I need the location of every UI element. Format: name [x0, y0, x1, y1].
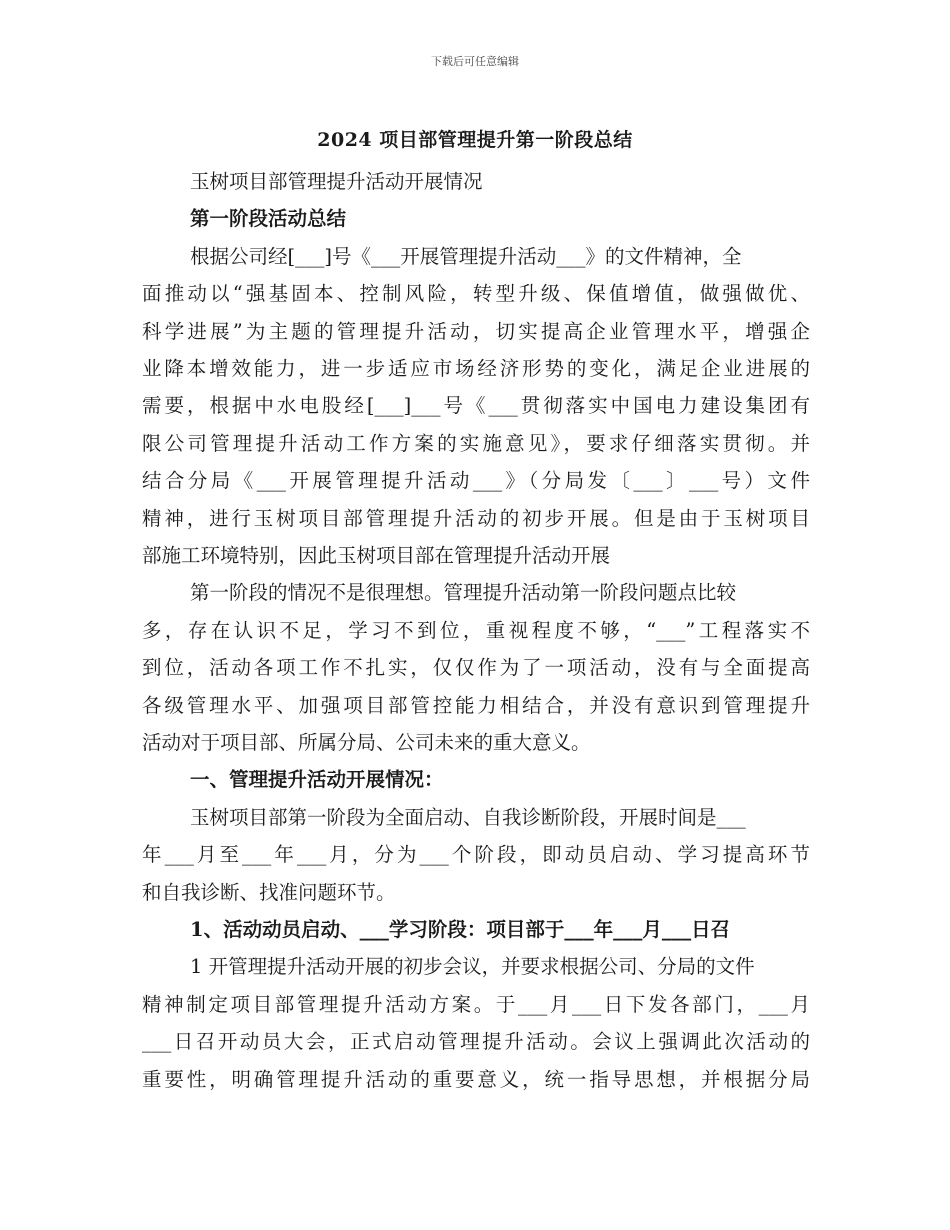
- paragraph-line: 玉树项目部第一阶段为全面启动、自我诊断阶段，开展时间是___: [190, 805, 746, 829]
- paragraph-line: 面推动以“强基固本、控制风险，转型升级、保值增值，做强做优、: [142, 282, 810, 306]
- section-heading: 1、活动动员启动、___学习阶段：项目部于___年___月___日召: [190, 918, 731, 941]
- paragraph-line: 限公司管理提升活动工作方案的实施意见》，要求仔细落实贯彻。并: [142, 431, 810, 455]
- document-title: 2024 项目部管理提升第一阶段总结: [317, 129, 633, 151]
- section-heading: 第一阶段活动总结: [190, 207, 347, 231]
- paragraph-line: 第一阶段的情况不是很理想。管理提升活动第一阶段问题点比较: [190, 581, 737, 605]
- paragraph-line: 各级管理水平、加强项目部管控能力相结合，并没有意识到管理提升: [142, 693, 810, 717]
- paragraph-line: 科学进展”为主题的管理提升活动，切实提高企业管理水平，增强企: [142, 319, 810, 343]
- paragraph-line: 重要性，明确管理提升活动的重要意义，统一指导思想，并根据分局: [142, 1067, 810, 1091]
- page-header-note: 下载后可任意编辑: [431, 55, 519, 68]
- paragraph-line: 年___月至___年___月，分为___个阶段，即动员启动、学习提高环节: [142, 843, 810, 867]
- paragraph-line: ___日召开动员大会，正式启动管理提升活动。会议上强调此次活动的: [142, 1030, 810, 1054]
- paragraph-line: 和自我诊断、找准问题环节。: [142, 880, 396, 904]
- paragraph-line: 部施工环境特别，因此玉树项目部在管理提升活动开展: [142, 544, 611, 567]
- paragraph-line: 根据公司经[___]号《___开展管理提升活动___》的文件精神，全: [190, 244, 742, 268]
- paragraph-line: 多，存在认识不足，学习不到位，重视程度不够，“___”工程落实不: [142, 618, 810, 642]
- paragraph-line: 精神制定项目部管理提升活动方案。于___月___日下发各部门，___月: [142, 992, 810, 1016]
- paragraph-line: 1 开管理提升活动开展的初步会议，并要求根据公司、分局的文件: [190, 955, 755, 979]
- paragraph-line: 到位，活动各项工作不扎实，仅仅作为了一项活动，没有与全面提高: [142, 656, 810, 680]
- paragraph-line: 精神，进行玉树项目部管理提升活动的初步开展。但是由于玉树项目: [142, 506, 810, 530]
- paragraph-line: 玉树项目部管理提升活动开展情况: [190, 170, 483, 193]
- paragraph-line: 业降本增效能力，进一步适应市场经济形势的变化，满足企业进展的: [142, 357, 810, 380]
- section-heading: 一、管理提升活动开展情况：: [190, 768, 444, 792]
- paragraph-line: 结合分局《___开展管理提升活动___》（分局发〔___〕___号）文件: [142, 469, 810, 493]
- paragraph-line: 需要，根据中水电股经[___]___号《___贯彻落实中国电力建设集团有: [142, 394, 810, 418]
- paragraph-line: 活动对于项目部、所属分局、公司未来的重大意义。: [142, 731, 591, 754]
